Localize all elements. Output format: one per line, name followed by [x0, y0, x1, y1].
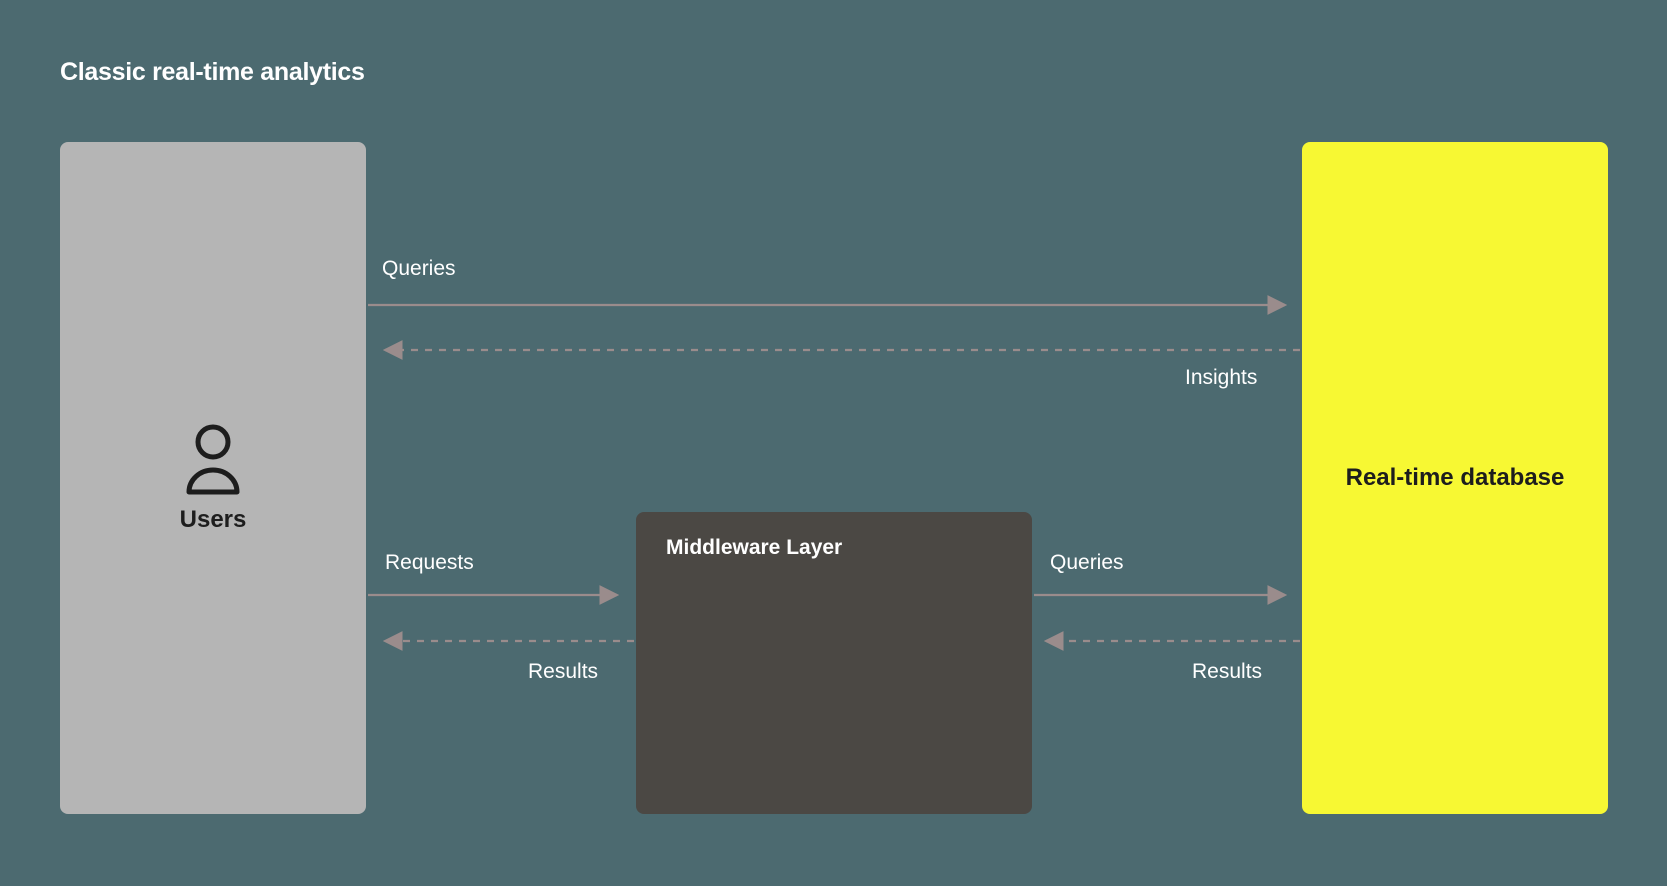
page-title: Classic real-time analytics	[60, 58, 365, 86]
edge-label-insights: Insights	[1185, 366, 1258, 389]
users-label: Users	[179, 506, 247, 533]
edge-label-results-left: Results	[528, 660, 599, 683]
node-users[interactable]	[60, 142, 366, 814]
person-icon	[181, 422, 245, 498]
edge-label-results-right: Results	[1192, 660, 1263, 683]
middleware-label: Middleware Layer	[666, 536, 843, 559]
edge-label-queries-top: Queries	[382, 257, 456, 280]
node-middleware[interactable]	[636, 512, 1032, 814]
node-database[interactable]	[1302, 142, 1608, 814]
database-label: Real-time database	[1345, 464, 1565, 492]
edge-label-queries-mid: Queries	[1050, 551, 1124, 574]
edge-label-requests: Requests	[385, 551, 474, 574]
users-content	[60, 142, 366, 814]
